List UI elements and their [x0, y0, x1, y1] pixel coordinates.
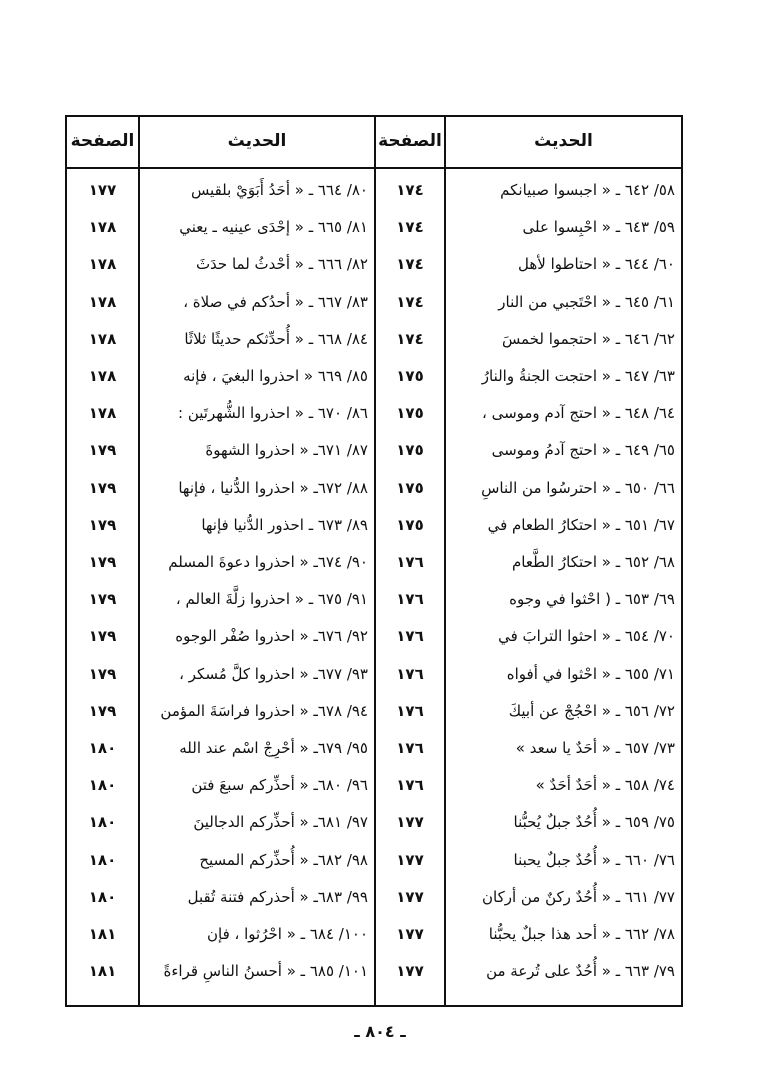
- hadith-reference: ٨٢/ ٦٦٦ ـ « أحْدثُ لما حدَثَ: [195, 255, 368, 274]
- page-number-cell: ١٧٨: [88, 292, 117, 311]
- table-row: [67, 246, 681, 283]
- table-row: [67, 284, 681, 321]
- hadith-reference: ٩٢/ ٦٧٦ـ « احذروا صُفْر الوجوه: [175, 627, 368, 646]
- page-number-cell: ١٧٦: [396, 664, 424, 683]
- page-number-cell: ١٧٩: [88, 590, 117, 609]
- hadith-reference: ٩٨/ ٦٨٢ـ « أُحذِّركم المسيح: [199, 850, 368, 869]
- page-number-cell: ١٧٦: [396, 553, 424, 571]
- header-left-hadith: الحديث: [227, 131, 287, 151]
- page-number-cell: ١٧٨: [88, 329, 117, 348]
- hadith-reference: ٨٧/ ٦٧١ـ « احذروا الشهوةَ: [205, 441, 368, 460]
- table-row: [67, 581, 681, 618]
- table-row: [67, 842, 681, 879]
- table-row: [67, 358, 681, 395]
- page-number-cell: ١٧٥: [396, 441, 424, 460]
- header-divider: [67, 167, 681, 169]
- page-number-cell: ١٧٧: [396, 850, 424, 869]
- hadith-reference: ١٠٠/ ٦٨٤ ـ « احْرُثوا ، فإن: [207, 925, 368, 943]
- table-row: [67, 767, 681, 804]
- page-number-cell: ١٧٩: [88, 553, 117, 571]
- hadith-reference: ٩٩/ ٦٨٣ـ « أحذركم فتنة تُقبل: [187, 887, 368, 906]
- page-number-cell: ١٨٠: [88, 887, 117, 906]
- table-row: [67, 395, 681, 432]
- page-number-cell: ١٨١: [88, 925, 117, 943]
- page-number-cell: ١٨٠: [88, 776, 117, 795]
- hadith-reference: ٧٢/ ٦٥٦ ـ « احْجُجْ عن أبيكَ: [508, 701, 675, 720]
- page-number-cell: ١٧٦: [396, 627, 424, 646]
- hadith-reference: ٩٧/ ٦٨١ـ « أحذِّركم الدجالينَ: [193, 813, 368, 832]
- hadith-reference: ٨٩/ ٦٧٣ ـ احذور الدُّنيا فإنها: [201, 515, 368, 534]
- hadith-reference: ٦٠/ ٦٤٤ ـ « احتاطوا لأهل: [518, 255, 675, 274]
- page-number-cell: ١٧٥: [396, 515, 424, 534]
- hadith-reference: ٩٤/ ٦٧٨ـ « احذروا فراسَةَ المؤمن: [160, 701, 368, 720]
- hadith-reference: ٧١/ ٦٥٥ ـ « احْثوا في أفواه: [506, 664, 675, 683]
- hadith-reference: ٩٠/ ٦٧٤ـ « احذروا دعوةَ المسلم: [168, 553, 368, 571]
- table-row: [67, 656, 681, 693]
- hadith-reference: ٧٧/ ٦٦١ ـ « أُحُدٌ ركنٌ من أركان: [481, 887, 675, 906]
- hadith-reference: ٦٦/ ٦٥٠ ـ « احترسُوا من الناسِ: [481, 478, 675, 497]
- page-number-cell: ١٧٤: [396, 218, 424, 237]
- hadith-reference: ٦٩/ ٦٥٣ ـ ( احْثوا في وجوه: [509, 590, 675, 609]
- hadith-reference: ٦٨/ ٦٥٢ ـ « احتكارُ الطَّعام: [512, 553, 675, 571]
- hadith-reference: ٥٩/ ٦٤٣ ـ « احْبِسوا على: [522, 218, 675, 237]
- hadith-reference: ٩٣/ ٦٧٧ـ « احذروا كلَّ مُسكر ،: [179, 664, 368, 683]
- hadith-reference: ٧٥/ ٦٥٩ ـ « أُحُدٌ جبلٌ يُحبُّنا: [513, 813, 675, 832]
- table-row: [67, 507, 681, 544]
- hadith-reference: ٧٩/ ٦٦٣ ـ « أُحُدٌ على تُرعة من: [486, 962, 675, 981]
- table-row: [67, 209, 681, 246]
- hadith-reference: ٩٥/ ٦٧٩ـ « أحْرِجْ اسْم عند الله: [179, 739, 368, 757]
- page-number-cell: ١٧٤: [396, 292, 424, 311]
- table-row: [67, 879, 681, 916]
- page-number-cell: ١٧٨: [88, 218, 117, 237]
- page-number-cell: ١٨١: [88, 962, 117, 981]
- table-row: [67, 916, 681, 953]
- page-number-cell: ١٧٧: [396, 813, 424, 832]
- page-number-cell: ١٧٨: [88, 367, 117, 385]
- header-left-page: الصفحة: [70, 131, 135, 151]
- hadith-reference: ٧٠/ ٦٥٤ ـ « احثوا الترابَ في: [498, 627, 675, 646]
- page-number-cell: ١٧٥: [396, 404, 424, 423]
- page-number-cell: ١٨٠: [88, 813, 117, 832]
- hadith-reference: ٧٣/ ٦٥٧ ـ « أحَدٌ يا سعد »: [515, 739, 675, 757]
- page-number-cell: ١٧٤: [396, 181, 424, 199]
- page-number-cell: ١٨٠: [88, 850, 117, 869]
- hadith-reference: ٨٣/ ٦٦٧ ـ « أحدُكم في صلاة ،: [183, 292, 368, 311]
- table-row: [67, 544, 681, 581]
- table-row: [67, 470, 681, 507]
- hadith-reference: ٨٤/ ٦٦٨ ـ « أُحدِّثكم حديثًا ثلاثًا: [184, 329, 368, 348]
- table-row: [67, 804, 681, 841]
- hadith-reference: ٦٥/ ٦٤٩ ـ « احتج آدمُ وموسى: [491, 441, 675, 460]
- page-number-cell: ١٧٤: [396, 255, 424, 274]
- page-number-cell: ١٧٦: [396, 701, 424, 720]
- index-table: [65, 115, 683, 1007]
- table-row: [67, 618, 681, 655]
- hadith-reference: ٦٢/ ٦٤٦ ـ « احتجموا لخمسَ: [501, 329, 675, 348]
- table-row: [67, 693, 681, 730]
- page-number-cell: ١٨٠: [88, 739, 117, 757]
- table-row: [67, 432, 681, 469]
- hadith-reference: ٨٨/ ٦٧٢ـ « احذروا الدُّنيا ، فإنها: [178, 478, 368, 497]
- hadith-reference: ٨٥/ ٦٦٩ « احذروا البغيَ ، فإنه: [183, 367, 368, 385]
- page-number-cell: ١٧٧: [396, 925, 424, 943]
- page-number: ـ ٨٠٤ ـ: [354, 1022, 406, 1041]
- page-number-cell: ١٧٧: [396, 887, 424, 906]
- hadith-reference: ٥٨/ ٦٤٢ ـ « اجبسوا صبيانكم: [500, 181, 675, 199]
- hadith-reference: ٧٨/ ٦٦٢ ـ « أحد هذا جبلٌ يحبُّنا: [488, 925, 675, 943]
- page-number-cell: ١٧٧: [88, 181, 117, 199]
- hadith-reference: ٦٧/ ٦٥١ ـ « احتكارُ الطعام في: [487, 515, 675, 534]
- page-number-cell: ١٧٥: [396, 478, 424, 497]
- header-right-page: الصفحة: [378, 131, 442, 151]
- table-row: [67, 172, 681, 209]
- page-number-cell: ١٧٥: [396, 367, 424, 385]
- hadith-reference: ٧٦/ ٦٦٠ ـ « أُحُدٌ جبلٌ يحبنا: [513, 850, 675, 869]
- page-number-cell: ١٧٩: [88, 627, 117, 646]
- page-number-cell: ١٧٦: [396, 739, 424, 757]
- hadith-reference: ٨٦/ ٦٧٠ ـ « احذروا الشُّهرتَين :: [178, 404, 368, 423]
- page-number-cell: ١٧٦: [396, 590, 424, 609]
- page-number-cell: ١٧٤: [396, 329, 424, 348]
- hadith-reference: ٦٤/ ٦٤٨ ـ « احتج آدم وموسى ،: [481, 404, 675, 423]
- page-number-cell: ١٧٩: [88, 441, 117, 460]
- page-number-cell: ١٧٩: [88, 515, 117, 534]
- table-row: [67, 321, 681, 358]
- page-number-cell: ١٧٩: [88, 701, 117, 720]
- hadith-reference: ٩٦/ ٦٨٠ـ « أحذِّركم سبعَ فتن: [191, 776, 368, 795]
- table-row: [67, 953, 681, 990]
- hadith-reference: ٨١/ ٦٦٥ ـ « إحْدَى عينيه ـ يعني: [179, 218, 368, 237]
- hadith-reference: ١٠١/ ٦٨٥ ـ « أحسنُ الناسِ قراءةً: [163, 962, 368, 981]
- hadith-reference: ٩١/ ٦٧٥ ـ « احذروا زلَّةَ العالم ،: [175, 590, 368, 609]
- page-number-cell: ١٧٨: [88, 255, 117, 274]
- page-number-cell: ١٧٩: [88, 664, 117, 683]
- table-row: [67, 730, 681, 767]
- page-number-cell: ١٧٩: [88, 478, 117, 497]
- page-number-cell: ١٧٨: [88, 404, 117, 423]
- hadith-reference: ٨٠/ ٦٦٤ ـ « أحَدُ أَبَوَيْ بلقيس: [190, 181, 368, 199]
- page-number-cell: ١٧٧: [396, 962, 424, 981]
- hadith-reference: ٦٣/ ٦٤٧ ـ « احتجت الجنةُ والنارُ: [481, 367, 675, 385]
- page-number-cell: ١٧٦: [396, 776, 424, 795]
- header-right-hadith: الحديث: [534, 131, 593, 151]
- hadith-reference: ٧٤/ ٦٥٨ ـ « أحَدٌ أحَدٌ »: [535, 776, 675, 795]
- hadith-reference: ٦١/ ٦٤٥ ـ « احْتَجبي من النار: [498, 292, 675, 311]
